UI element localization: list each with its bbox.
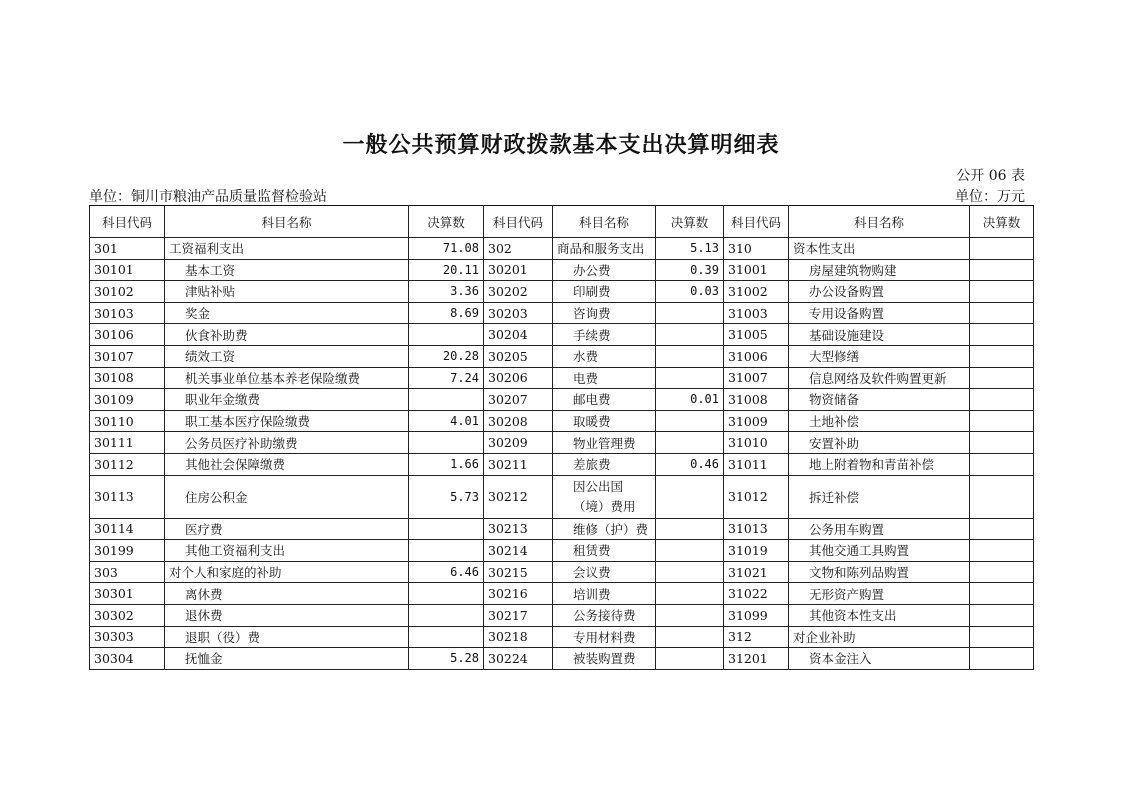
name-cell: 取暖费	[553, 410, 656, 432]
amount-cell	[656, 561, 724, 583]
table-row	[90, 561, 1034, 583]
name-cell: 公务接待费	[553, 604, 656, 626]
code-cell: 30224	[484, 648, 553, 670]
name-cell: 土地补偿	[789, 410, 970, 432]
amount-cell: 6.46	[409, 561, 484, 583]
table-row	[90, 475, 1034, 518]
name-cell: 水费	[553, 345, 656, 367]
table-row	[90, 410, 1034, 432]
name-cell: 抚恤金	[165, 648, 409, 670]
table-row	[90, 259, 1034, 281]
form-number: 公开 06 表	[956, 168, 1025, 184]
table-row	[90, 518, 1034, 540]
name-cell: 咨询费	[553, 302, 656, 324]
code-cell: 30202	[484, 281, 553, 303]
amount-cell	[656, 648, 724, 670]
amount-cell: 7.24	[409, 367, 484, 389]
code-cell: 30214	[484, 540, 553, 562]
name-cell: 其他工资福利支出	[165, 540, 409, 562]
header-name-1: 科目名称	[165, 206, 409, 238]
name-cell: 其他资本性支出	[789, 604, 970, 626]
amount-cell	[970, 302, 1034, 324]
amount-cell	[656, 475, 724, 518]
amount-cell	[970, 389, 1034, 411]
name-cell: 地上附着物和青苗补偿	[789, 453, 970, 475]
table-row	[90, 389, 1034, 411]
code-cell: 30217	[484, 604, 553, 626]
code-cell: 30205	[484, 345, 553, 367]
table-row	[90, 583, 1034, 605]
code-cell: 30218	[484, 626, 553, 648]
code-cell: 30102	[90, 281, 165, 303]
code-cell: 301	[90, 238, 165, 260]
amount-cell	[970, 345, 1034, 367]
name-cell: 其他社会保障缴费	[165, 453, 409, 475]
amount-cell: 5.73	[409, 475, 484, 518]
amount-cell: 0.46	[656, 453, 724, 475]
amount-cell: 20.11	[409, 259, 484, 281]
table-row	[90, 324, 1034, 346]
header-code-1: 科目代码	[90, 206, 165, 238]
page-title: 一般公共预算财政拨款基本支出决算明细表	[342, 132, 780, 158]
table-row	[90, 626, 1034, 648]
header-code-3: 科目代码	[724, 206, 789, 238]
header-amount-3: 决算数	[970, 206, 1034, 238]
amount-cell	[970, 604, 1034, 626]
code-cell: 30101	[90, 259, 165, 281]
amount-cell: 5.13	[656, 238, 724, 260]
code-cell: 30212	[484, 475, 553, 518]
code-cell: 30110	[90, 410, 165, 432]
name-cell: 拆迁补偿	[789, 475, 970, 518]
amount-cell	[409, 518, 484, 540]
name-cell: 商品和服务支出	[553, 238, 656, 260]
code-cell: 303	[90, 561, 165, 583]
code-cell: 31012	[724, 475, 789, 518]
table-row	[90, 345, 1034, 367]
code-cell: 31001	[724, 259, 789, 281]
table-header-row	[90, 206, 1034, 238]
code-cell: 31013	[724, 518, 789, 540]
code-cell: 31002	[724, 281, 789, 303]
name-cell: 绩效工资	[165, 345, 409, 367]
code-cell: 310	[724, 238, 789, 260]
name-cell: 物资储备	[789, 389, 970, 411]
code-cell: 312	[724, 626, 789, 648]
expenditure-table	[89, 205, 1034, 670]
code-cell: 30215	[484, 561, 553, 583]
code-cell: 30216	[484, 583, 553, 605]
name-cell: 对企业补助	[789, 626, 970, 648]
name-cell: 公务员医疗补助缴费	[165, 432, 409, 454]
amount-cell: 0.03	[656, 281, 724, 303]
name-cell: 住房公积金	[165, 475, 409, 518]
name-cell: 机关事业单位基本养老保险缴费	[165, 367, 409, 389]
code-cell: 30211	[484, 453, 553, 475]
amount-cell	[656, 345, 724, 367]
amount-cell	[970, 626, 1034, 648]
amount-cell	[656, 540, 724, 562]
name-cell: 手续费	[553, 324, 656, 346]
amount-cell	[970, 540, 1034, 562]
code-cell: 30106	[90, 324, 165, 346]
amount-cell	[656, 518, 724, 540]
code-cell: 30304	[90, 648, 165, 670]
code-cell: 31009	[724, 410, 789, 432]
amount-cell	[656, 410, 724, 432]
name-cell: 租赁费	[553, 540, 656, 562]
amount-cell: 0.39	[656, 259, 724, 281]
amount-cell	[656, 324, 724, 346]
code-cell: 30111	[90, 432, 165, 454]
currency-unit: 单位：万元	[955, 189, 1025, 205]
amount-cell	[656, 583, 724, 605]
code-cell: 31005	[724, 324, 789, 346]
code-cell: 302	[484, 238, 553, 260]
name-cell: 专用材料费	[553, 626, 656, 648]
name-cell: 办公费	[553, 259, 656, 281]
amount-cell	[970, 583, 1034, 605]
name-cell: 其他交通工具购置	[789, 540, 970, 562]
name-cell: 培训费	[553, 583, 656, 605]
code-cell: 31006	[724, 345, 789, 367]
amount-cell	[970, 561, 1034, 583]
table-row	[90, 453, 1034, 475]
amount-cell	[409, 324, 484, 346]
amount-cell	[656, 604, 724, 626]
code-cell: 30207	[484, 389, 553, 411]
amount-cell	[409, 583, 484, 605]
code-cell: 31003	[724, 302, 789, 324]
code-cell: 30201	[484, 259, 553, 281]
name-cell: 印刷费	[553, 281, 656, 303]
amount-cell	[409, 432, 484, 454]
name-cell: 办公设备购置	[789, 281, 970, 303]
name-cell: 房屋建筑物购建	[789, 259, 970, 281]
name-cell: 安置补助	[789, 432, 970, 454]
amount-cell	[970, 367, 1034, 389]
amount-cell	[970, 238, 1034, 260]
amount-cell	[656, 432, 724, 454]
code-cell: 31010	[724, 432, 789, 454]
amount-cell	[970, 410, 1034, 432]
table-row	[90, 604, 1034, 626]
code-cell: 30303	[90, 626, 165, 648]
name-cell: 维修（护）费	[553, 518, 656, 540]
amount-cell: 8.69	[409, 302, 484, 324]
name-cell: 资本性支出	[789, 238, 970, 260]
amount-cell	[656, 626, 724, 648]
header-amount-2: 决算数	[656, 206, 724, 238]
amount-cell	[970, 518, 1034, 540]
code-cell: 30203	[484, 302, 553, 324]
code-cell: 30204	[484, 324, 553, 346]
table-row	[90, 302, 1034, 324]
name-cell: 资本金注入	[789, 648, 970, 670]
amount-cell	[656, 367, 724, 389]
header-name-2: 科目名称	[553, 206, 656, 238]
code-cell: 30114	[90, 518, 165, 540]
amount-cell: 4.01	[409, 410, 484, 432]
code-cell: 31007	[724, 367, 789, 389]
amount-cell: 0.01	[656, 389, 724, 411]
amount-cell	[970, 648, 1034, 670]
code-cell: 30109	[90, 389, 165, 411]
name-cell: 信息网络及软件购置更新	[789, 367, 970, 389]
code-cell: 30103	[90, 302, 165, 324]
name-cell: 因公出国（境）费用	[553, 475, 656, 518]
amount-cell	[970, 281, 1034, 303]
table-row	[90, 432, 1034, 454]
name-cell: 奖金	[165, 302, 409, 324]
amount-cell	[409, 540, 484, 562]
code-cell: 31022	[724, 583, 789, 605]
name-cell: 基本工资	[165, 259, 409, 281]
amount-cell	[970, 453, 1034, 475]
amount-cell: 5.28	[409, 648, 484, 670]
code-cell: 31008	[724, 389, 789, 411]
table-row	[90, 281, 1034, 303]
name-cell: 退职（役）费	[165, 626, 409, 648]
organization-unit: 单位：铜川市粮油产品质量监督检验站	[89, 189, 327, 205]
name-cell: 津贴补贴	[165, 281, 409, 303]
name-cell: 退休费	[165, 604, 409, 626]
code-cell: 30112	[90, 453, 165, 475]
name-cell: 无形资产购置	[789, 583, 970, 605]
code-cell: 30199	[90, 540, 165, 562]
code-cell: 30302	[90, 604, 165, 626]
header-name-3: 科目名称	[789, 206, 970, 238]
code-cell: 30208	[484, 410, 553, 432]
amount-cell: 20.28	[409, 345, 484, 367]
code-cell: 30107	[90, 345, 165, 367]
code-cell: 30209	[484, 432, 553, 454]
header-code-2: 科目代码	[484, 206, 553, 238]
name-cell: 对个人和家庭的补助	[165, 561, 409, 583]
table-row	[90, 648, 1034, 670]
name-cell: 职工基本医疗保险缴费	[165, 410, 409, 432]
name-cell: 被装购置费	[553, 648, 656, 670]
name-cell: 物业管理费	[553, 432, 656, 454]
code-cell: 30108	[90, 367, 165, 389]
name-cell: 邮电费	[553, 389, 656, 411]
name-cell: 专用设备购置	[789, 302, 970, 324]
name-cell: 医疗费	[165, 518, 409, 540]
name-cell: 会议费	[553, 561, 656, 583]
table-row	[90, 367, 1034, 389]
name-cell: 职业年金缴费	[165, 389, 409, 411]
code-cell: 31011	[724, 453, 789, 475]
amount-cell: 3.36	[409, 281, 484, 303]
code-cell: 30213	[484, 518, 553, 540]
amount-cell	[970, 432, 1034, 454]
amount-cell	[970, 475, 1034, 518]
name-cell: 离休费	[165, 583, 409, 605]
amount-cell	[970, 259, 1034, 281]
name-cell: 差旅费	[553, 453, 656, 475]
name-cell: 大型修缮	[789, 345, 970, 367]
amount-cell	[409, 626, 484, 648]
code-cell: 31019	[724, 540, 789, 562]
amount-cell: 1.66	[409, 453, 484, 475]
name-cell: 工资福利支出	[165, 238, 409, 260]
name-cell: 文物和陈列品购置	[789, 561, 970, 583]
name-cell: 电费	[553, 367, 656, 389]
amount-cell	[409, 389, 484, 411]
code-cell: 30206	[484, 367, 553, 389]
header-amount-1: 决算数	[409, 206, 484, 238]
amount-cell	[409, 604, 484, 626]
table-row	[90, 540, 1034, 562]
name-cell: 基础设施建设	[789, 324, 970, 346]
code-cell: 30113	[90, 475, 165, 518]
table-row	[90, 238, 1034, 260]
amount-cell	[970, 324, 1034, 346]
amount-cell: 71.08	[409, 238, 484, 260]
code-cell: 30301	[90, 583, 165, 605]
code-cell: 31099	[724, 604, 789, 626]
name-cell: 伙食补助费	[165, 324, 409, 346]
amount-cell	[656, 302, 724, 324]
code-cell: 31201	[724, 648, 789, 670]
name-cell: 公务用车购置	[789, 518, 970, 540]
code-cell: 31021	[724, 561, 789, 583]
